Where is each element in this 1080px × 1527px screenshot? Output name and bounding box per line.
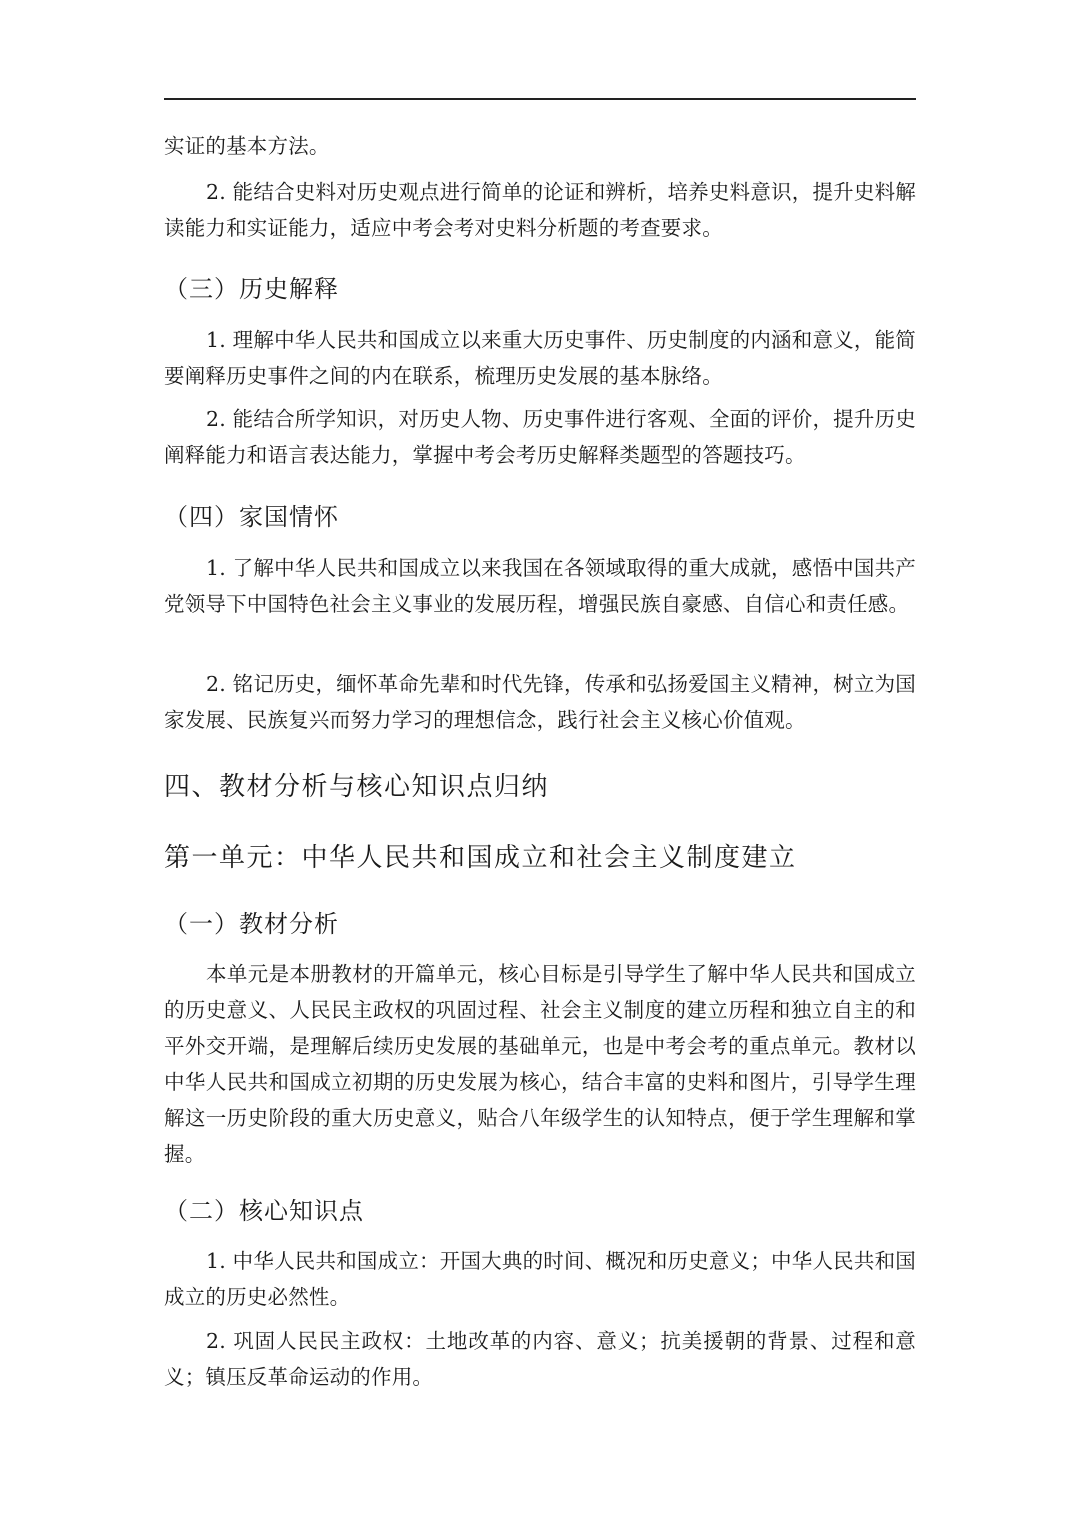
heading-core-knowledge: （二）核心知识点: [164, 1197, 364, 1225]
paragraph-interpretation-1: 1. 理解中华人民共和国成立以来重大历史事件、历史制度的内涵和意义，能简要阐释历史事件之间的内在联系，梳理历史发展的基本脉络。: [164, 328, 916, 388]
paragraph-intro-tail: 实证的基本方法。: [164, 134, 330, 158]
paragraph-interpretation-2: 2. 能结合所学知识，对历史人物、历史事件进行客观、全面的评价，提升历史阐释能力和语言表达能力，掌握中考会考历史解释类题型的答题技巧。: [164, 407, 916, 467]
heading-textbook-analysis: （一）教材分析: [164, 910, 339, 938]
paragraph-evidence-2: 2. 能结合史料对历史观点进行简单的论证和辨析，培养史料意识，提升史料解读能力和实证能力，适应中考会考对史料分析题的考查要求。: [164, 180, 916, 240]
heading-historical-interpretation: （三）历史解释: [164, 275, 339, 303]
paragraph-textbook-analysis: 本单元是本册教材的开篇单元，核心目标是引导学生了解中华人民共和国成立的历史意义、人民民主政权的巩固过程、社会主义制度的建立历程和独立自主的和平外交开端，是理解后续历史发展的基础单元，也是中考会考的重点单元。教材以中华人民共和国成立初期的历史发展为核心，结合丰富的史料和图片，引导学生理解这一历史阶段的重大历史意义，贴合八年级学生的认知特点，便于学生理解和掌握。: [164, 962, 916, 1166]
header-rule: [164, 98, 916, 100]
heading-unit-one: 第一单元：中华人民共和国成立和社会主义制度建立: [164, 843, 797, 873]
paragraph-patriotism-2: 2. 铭记历史，缅怀革命先辈和时代先锋，传承和弘扬爱国主义精神，树立为国家发展、民族复兴而努力学习的理想信念，践行社会主义核心价值观。: [164, 672, 916, 732]
paragraph-core-1: 1. 中华人民共和国成立：开国大典的时间、概况和历史意义；中华人民共和国成立的历史必然性。: [164, 1249, 916, 1309]
heading-section-four: 四、教材分析与核心知识点归纳: [164, 772, 550, 802]
heading-patriotism: （四）家国情怀: [164, 503, 339, 531]
paragraph-core-2: 2. 巩固人民民主政权：土地改革的内容、意义；抗美援朝的背景、过程和意义；镇压反革命运动的作用。: [164, 1329, 916, 1389]
paragraph-patriotism-1: 1. 了解中华人民共和国成立以来我国在各领域取得的重大成就，感悟中国共产党领导下中国特色社会主义事业的发展历程，增强民族自豪感、自信心和责任感。: [164, 556, 916, 616]
